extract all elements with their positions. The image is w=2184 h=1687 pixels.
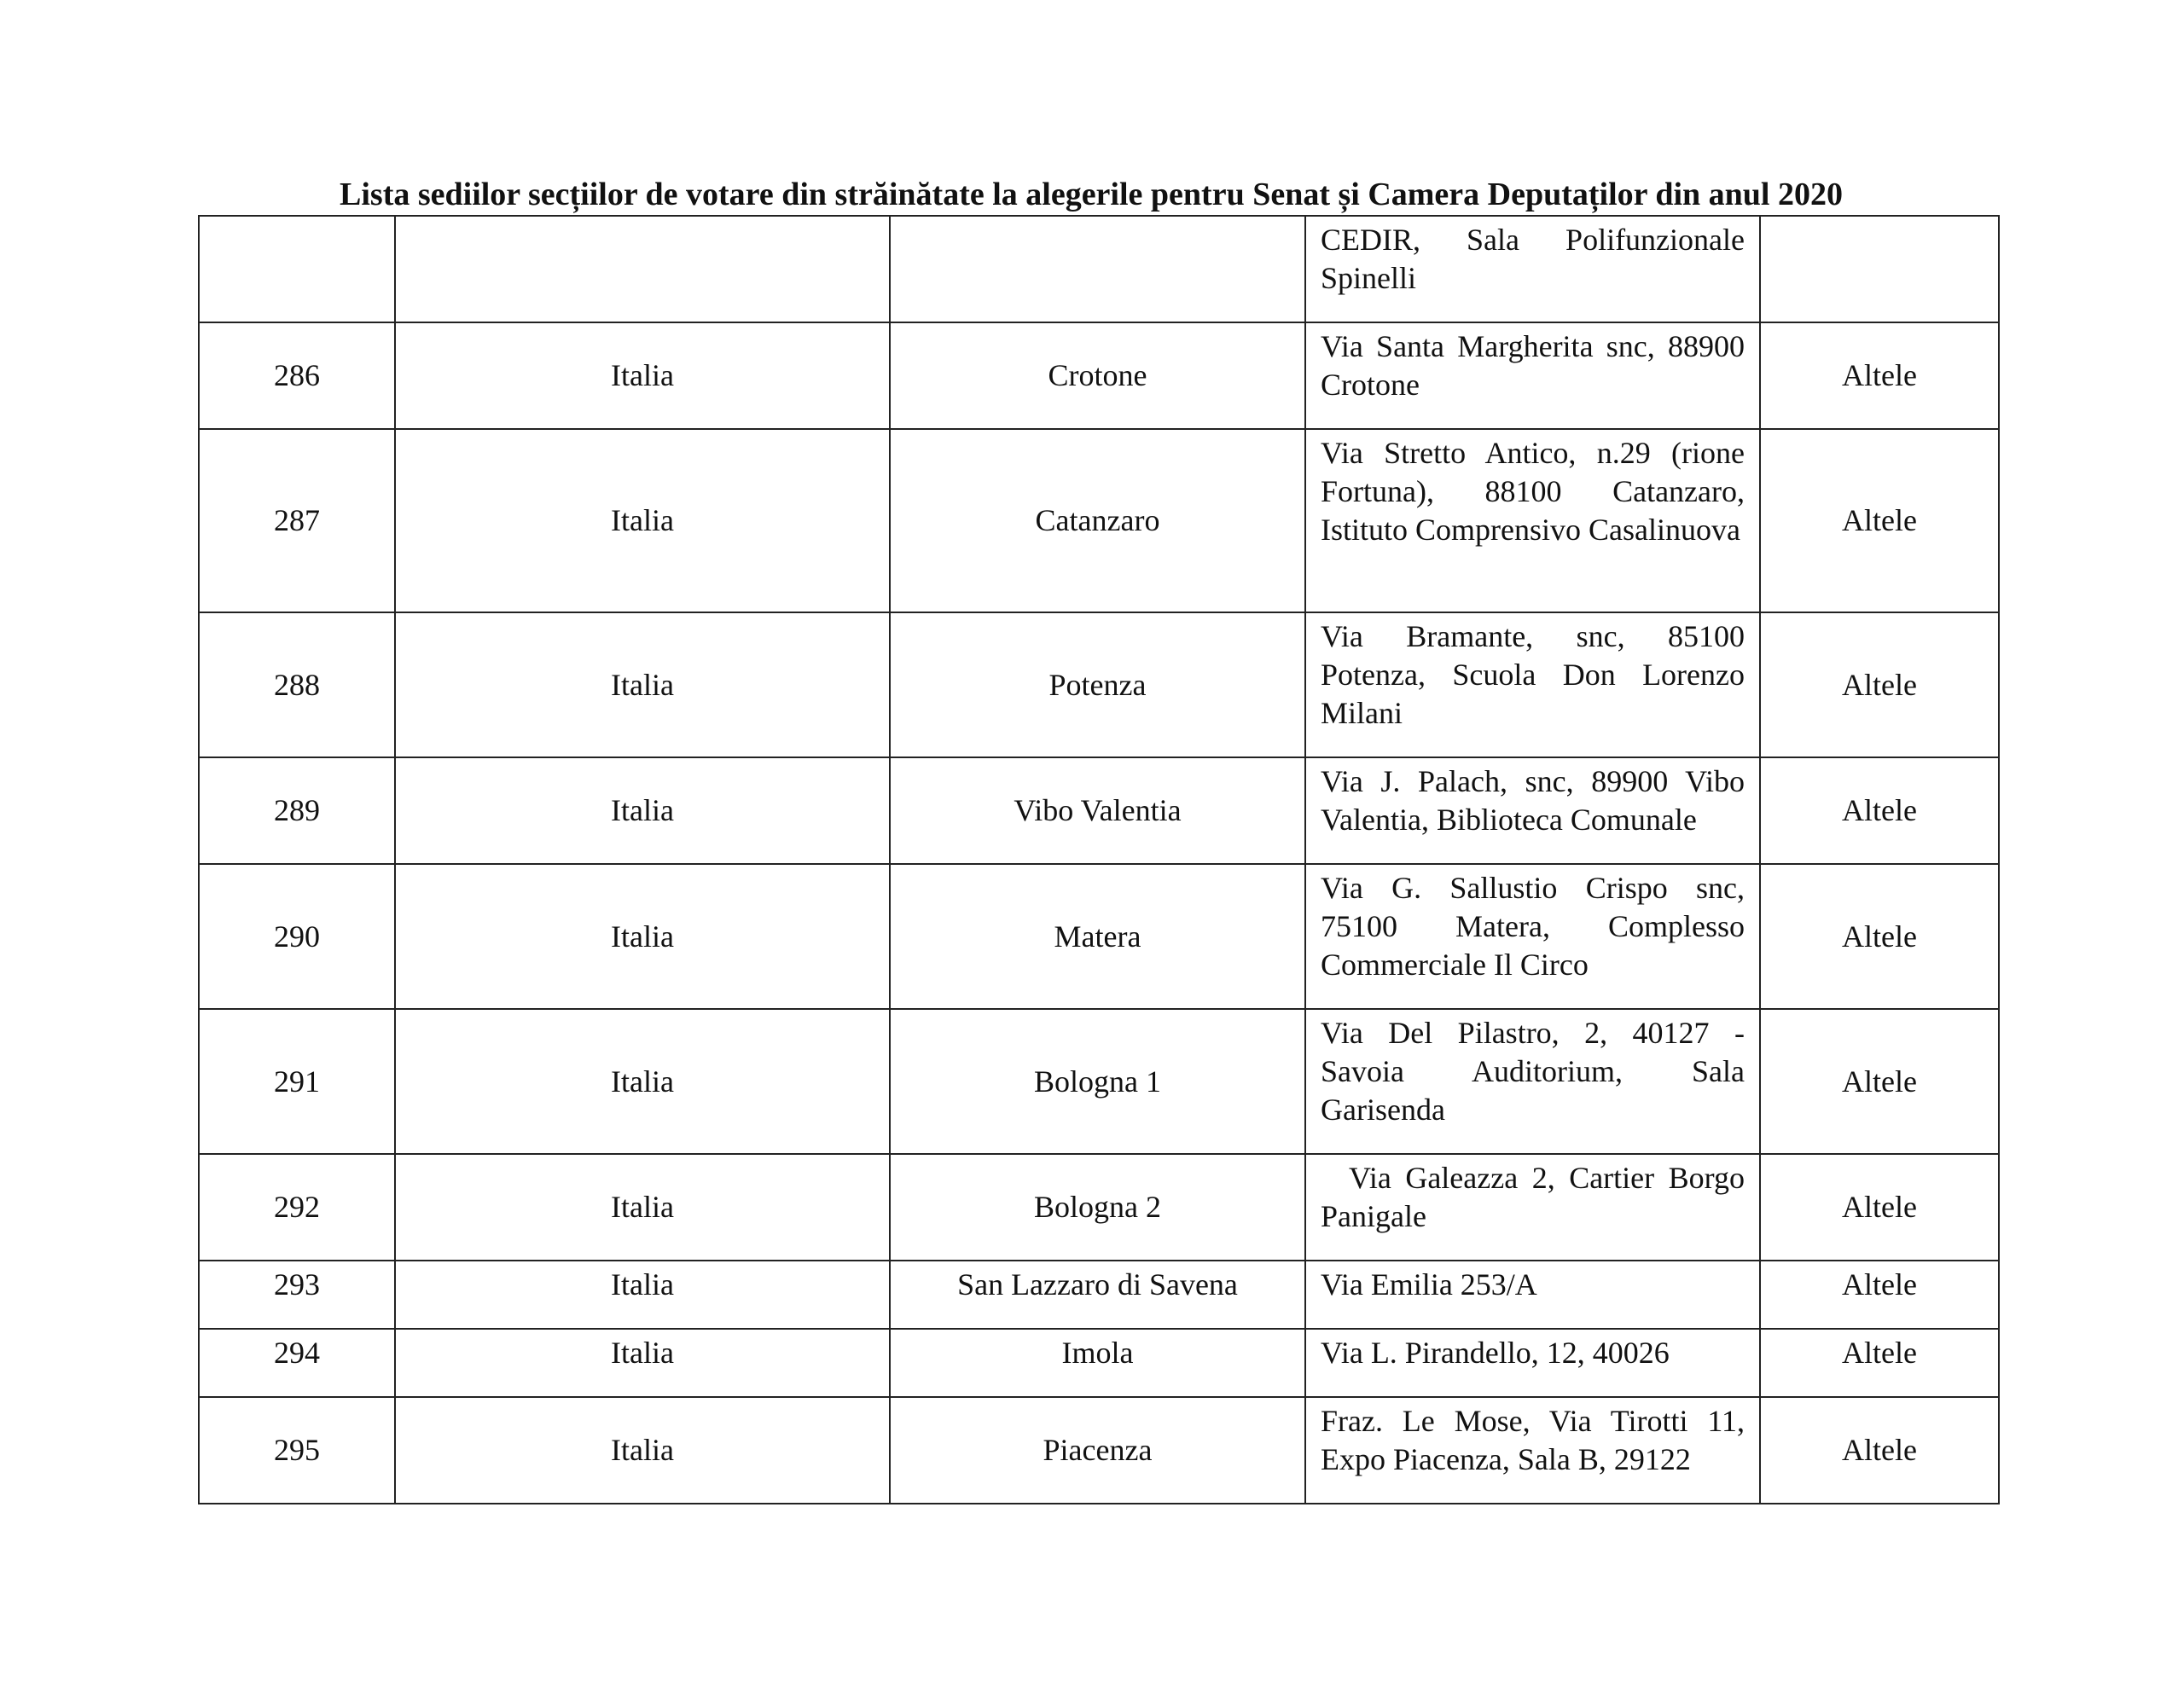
table-row	[199, 216, 1999, 322]
cell-address: Via Santa Margherita snc, 88900 Crotone	[1305, 322, 1760, 429]
cell-country: Italia	[395, 864, 890, 1009]
page-title: Lista sediilor secțiilor de votare din străinătate la alegerile pentru Senat și Camera Deputaților din anul 2020	[340, 177, 1843, 212]
cell-type: Altele	[1760, 1261, 1999, 1329]
cell-address: Fraz. Le Mose, Via Tirotti 11, Expo Piacenza, Sala B, 29122	[1305, 1397, 1760, 1504]
cell-nr: 286	[199, 322, 395, 429]
cell-address: CEDIR, Sala Polifunzionale Spinelli	[1305, 216, 1760, 322]
cell-nr: 289	[199, 757, 395, 864]
cell-address: Via Stretto Antico, n.29 (rione Fortuna), 88100 Catanzaro, Istituto Comprensivo Casalinuova	[1305, 429, 1760, 612]
cell-nr: 294	[199, 1329, 395, 1397]
table-row	[199, 1009, 1999, 1154]
table-row	[199, 1329, 1999, 1397]
cell-country: Italia	[395, 1397, 890, 1504]
cell-country: Italia	[395, 1261, 890, 1329]
cell-locality: Matera	[890, 864, 1305, 1009]
cell-type: Altele	[1760, 612, 1999, 757]
cell-country: Italia	[395, 612, 890, 757]
cell-type: Altele	[1760, 1154, 1999, 1261]
table-row	[199, 757, 1999, 864]
table-row	[199, 1397, 1999, 1504]
cell-nr: 287	[199, 429, 395, 612]
cell-address: Via L. Pirandello, 12, 40026	[1305, 1329, 1760, 1397]
cell-locality: Crotone	[890, 322, 1305, 429]
cell-address: Via Del Pilastro, 2, 40127 - Savoia Auditorium, Sala Garisenda	[1305, 1009, 1760, 1154]
cell-nr: 295	[199, 1397, 395, 1504]
cell-type: Altele	[1760, 1009, 1999, 1154]
cell-country: Italia	[395, 757, 890, 864]
cell-country	[395, 216, 890, 322]
cell-type: Altele	[1760, 864, 1999, 1009]
cell-country: Italia	[395, 1009, 890, 1154]
cell-locality: Bologna 1	[890, 1009, 1305, 1154]
table-row	[199, 612, 1999, 757]
cell-type: Altele	[1760, 757, 1999, 864]
cell-address: Via G. Sallustio Crispo snc, 75100 Matera, Complesso Commerciale Il Circo	[1305, 864, 1760, 1009]
cell-address: Via J. Palach, snc, 89900 Vibo Valentia, Biblioteca Comunale	[1305, 757, 1760, 864]
cell-locality: San Lazzaro di Savena	[890, 1261, 1305, 1329]
cell-locality	[890, 216, 1305, 322]
cell-nr	[199, 216, 395, 322]
cell-type: Altele	[1760, 322, 1999, 429]
cell-nr: 290	[199, 864, 395, 1009]
cell-type	[1760, 216, 1999, 322]
cell-nr: 293	[199, 1261, 395, 1329]
table-row	[199, 429, 1999, 612]
cell-locality: Potenza	[890, 612, 1305, 757]
cell-locality: Bologna 2	[890, 1154, 1305, 1261]
cell-nr: 288	[199, 612, 395, 757]
polling-stations-table	[198, 215, 2000, 1504]
cell-address: Via Emilia 253/A	[1305, 1261, 1760, 1329]
cell-locality: Vibo Valentia	[890, 757, 1305, 864]
cell-address: Via Bramante, snc, 85100 Potenza, Scuola Don Lorenzo Milani	[1305, 612, 1760, 757]
table-row	[199, 322, 1999, 429]
cell-country: Italia	[395, 322, 890, 429]
cell-country: Italia	[395, 1329, 890, 1397]
table-row	[199, 1154, 1999, 1261]
table-row	[199, 1261, 1999, 1329]
cell-locality: Imola	[890, 1329, 1305, 1397]
cell-type: Altele	[1760, 1397, 1999, 1504]
cell-country: Italia	[395, 429, 890, 612]
cell-locality: Piacenza	[890, 1397, 1305, 1504]
cell-address: Via Galeazza 2, Cartier Borgo Panigale	[1305, 1154, 1760, 1261]
cell-type: Altele	[1760, 429, 1999, 612]
table-row	[199, 864, 1999, 1009]
cell-locality: Catanzaro	[890, 429, 1305, 612]
cell-country: Italia	[395, 1154, 890, 1261]
cell-type: Altele	[1760, 1329, 1999, 1397]
cell-nr: 291	[199, 1009, 395, 1154]
cell-nr: 292	[199, 1154, 395, 1261]
